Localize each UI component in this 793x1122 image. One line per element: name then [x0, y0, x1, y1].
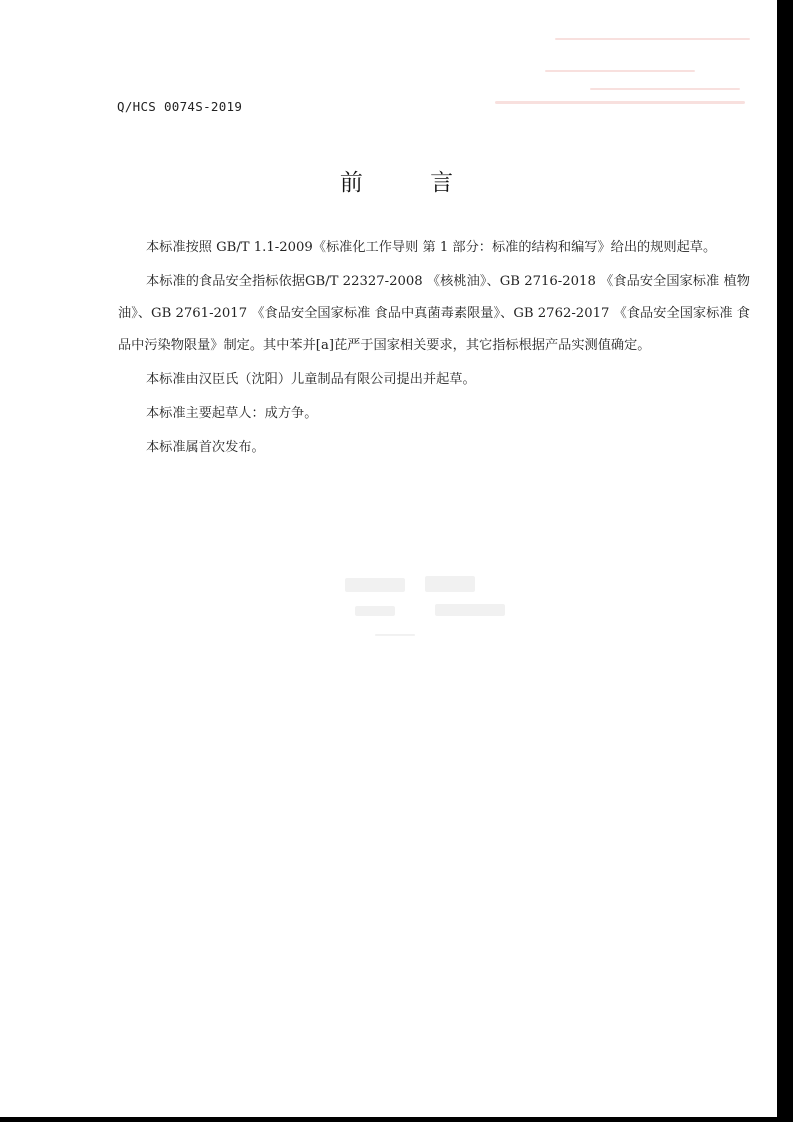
faint-scan-residue [285, 540, 543, 640]
paragraph-drafters: 本标准主要起草人：成方争。 [146, 406, 318, 421]
paragraph-drafting-rules: 本标准按照 GB/T 1.1-2009《标准化工作导则 第 1 部分：标准的结构和编写》给出的规则起草。 [146, 240, 717, 255]
scan-bleed-mark [590, 88, 740, 90]
foreword-body [118, 232, 750, 464]
scan-edge-bottom [0, 1117, 793, 1122]
paragraph-first-issue: 本标准属首次发布。 [146, 440, 265, 455]
scan-edge-right [777, 0, 793, 1122]
paragraph-proposer: 本标准由汉臣氏（沈阳）儿童制品有限公司提出并起草。 [146, 372, 476, 387]
scan-bleed-mark [555, 38, 750, 40]
scan-bleed-mark [545, 70, 695, 72]
page-title: 前 言 [339, 170, 484, 196]
scan-bleed-mark [495, 101, 745, 104]
paragraph-safety-basis: 本标准的食品安全指标依据GB/T 22327-2008 《核桃油》、GB 2716-2018 《食品安全国家标准 植物油》、GB 2761-2017 《食品安全国家标准 食品中真菌毒素限量》、GB 2762-2017 《食品安全国家标准 食品中污染物限量》制定。其中苯并[a]芘严于国家相关要求，其它指标根据产品实测值确定。 [118, 274, 750, 353]
standard-code: Q/HCS 0074S-2019 [117, 99, 243, 114]
